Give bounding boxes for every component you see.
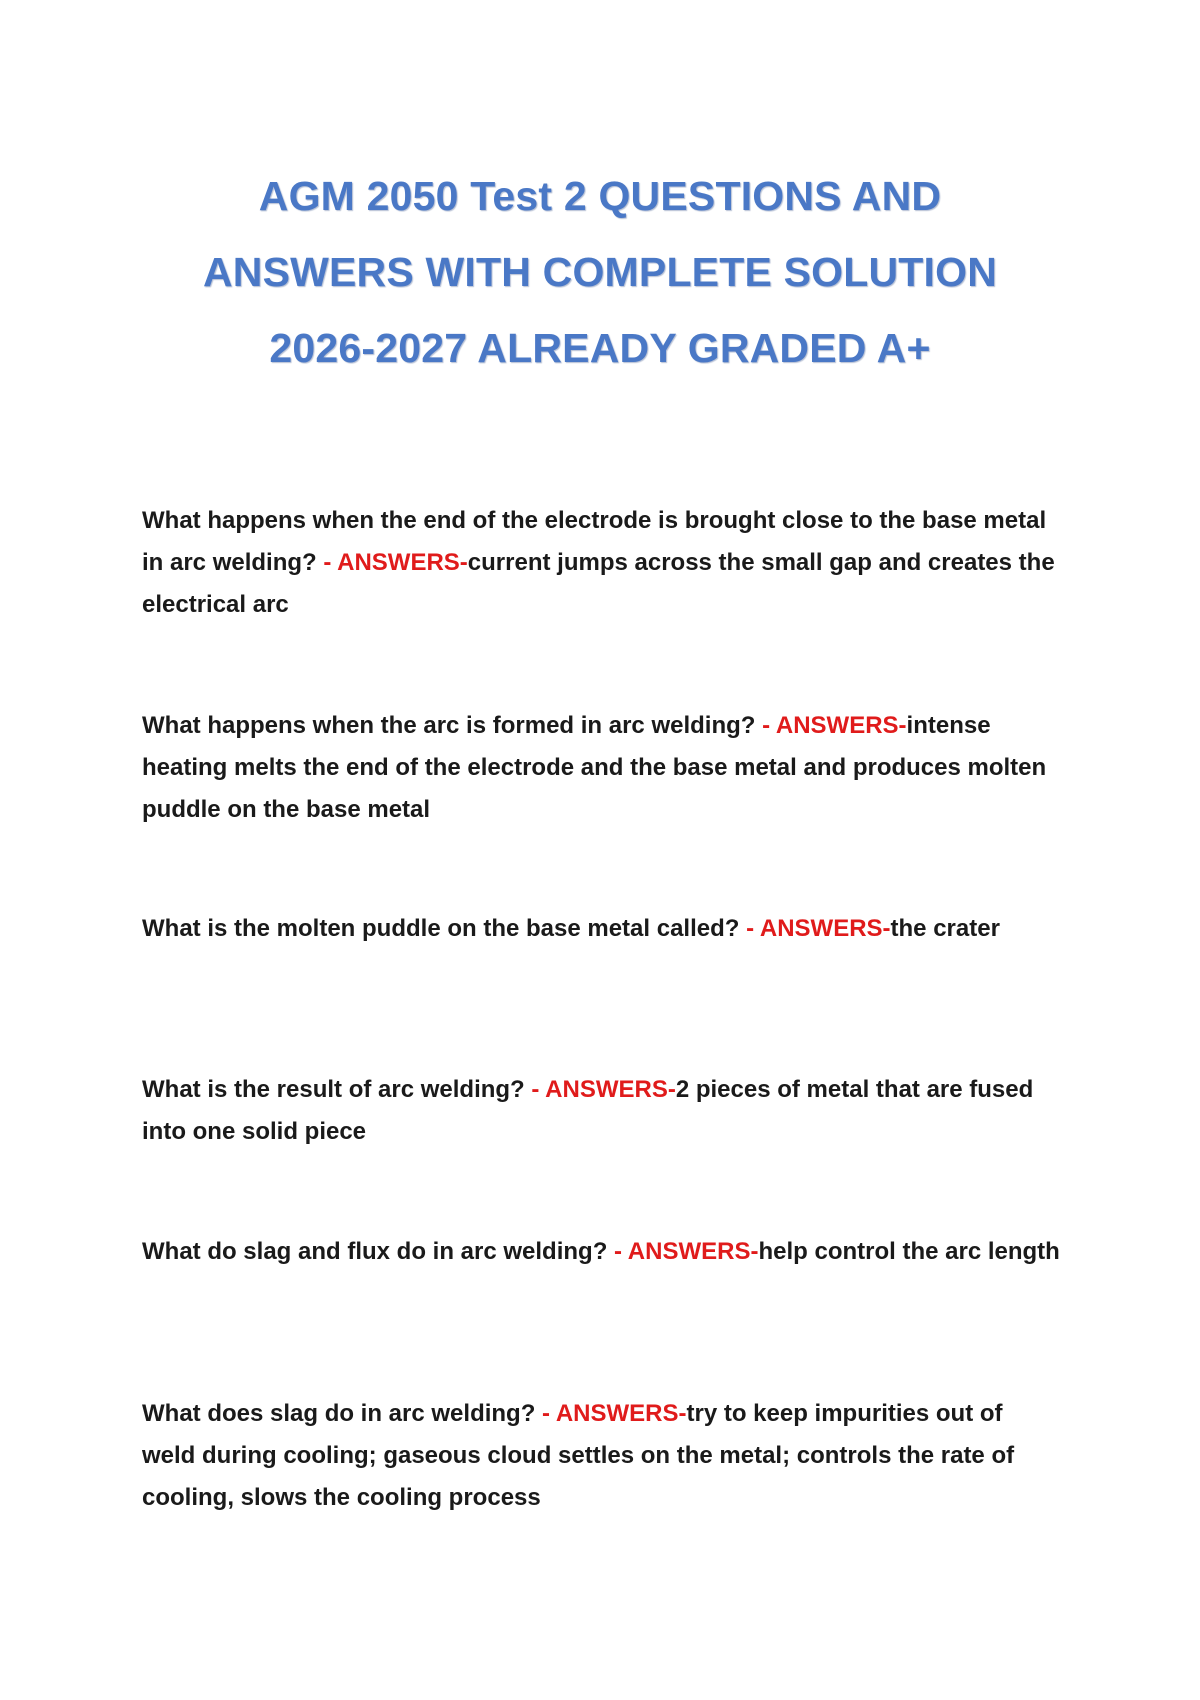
- answers-marker: - ANSWERS-: [746, 915, 891, 942]
- title-line-3: 2026-2027 ALREADY GRADED A+: [269, 325, 931, 371]
- answer-text: intense heating melts the end of the electrode and the base metal and produces molten puddle on the base metal: [142, 712, 1047, 823]
- answer-text: help control the arc length: [758, 1238, 1060, 1265]
- qa-item: [142, 1231, 1062, 1273]
- question-text: What does slag do in arc welding?: [142, 1400, 543, 1427]
- qa-item: [142, 705, 1062, 831]
- answers-marker: - ANSWERS-: [323, 549, 468, 576]
- question-text: What happens when the end of the electrode is brought close to the base metal in arc welding?: [142, 507, 1047, 576]
- question-text: What is the result of arc welding?: [142, 1076, 532, 1103]
- answer-text: try to keep impurities out of weld during cooling; gaseous cloud settles on the metal; controls the rate of cooling, slows the cooling process: [142, 1400, 1015, 1511]
- answer-text: 2 pieces of metal that are fused into one solid piece: [142, 1076, 1034, 1145]
- question-text: What happens when the arc is formed in arc welding?: [142, 712, 763, 739]
- question-text: What do slag and flux do in arc welding?: [142, 1238, 615, 1265]
- qa-item: [142, 1393, 1062, 1519]
- answers-marker: - ANSWERS-: [542, 1400, 687, 1427]
- qa-item: [142, 908, 1062, 950]
- title-line-1: AGM 2050 Test 2 QUESTIONS AND: [258, 173, 942, 219]
- answers-marker: - ANSWERS-: [762, 712, 907, 739]
- question-text: What is the molten puddle on the base metal called?: [142, 915, 747, 942]
- qa-item: [142, 500, 1062, 626]
- document-title: [120, 158, 1080, 386]
- answer-text: current jumps across the small gap and creates the electrical arc: [142, 549, 1055, 618]
- answers-marker: - ANSWERS-: [614, 1238, 759, 1265]
- answer-text: the crater: [890, 915, 1000, 942]
- qa-item: [142, 1069, 1062, 1153]
- title-line-2: ANSWERS WITH COMPLETE SOLUTION: [202, 249, 998, 295]
- answers-marker: - ANSWERS-: [531, 1076, 676, 1103]
